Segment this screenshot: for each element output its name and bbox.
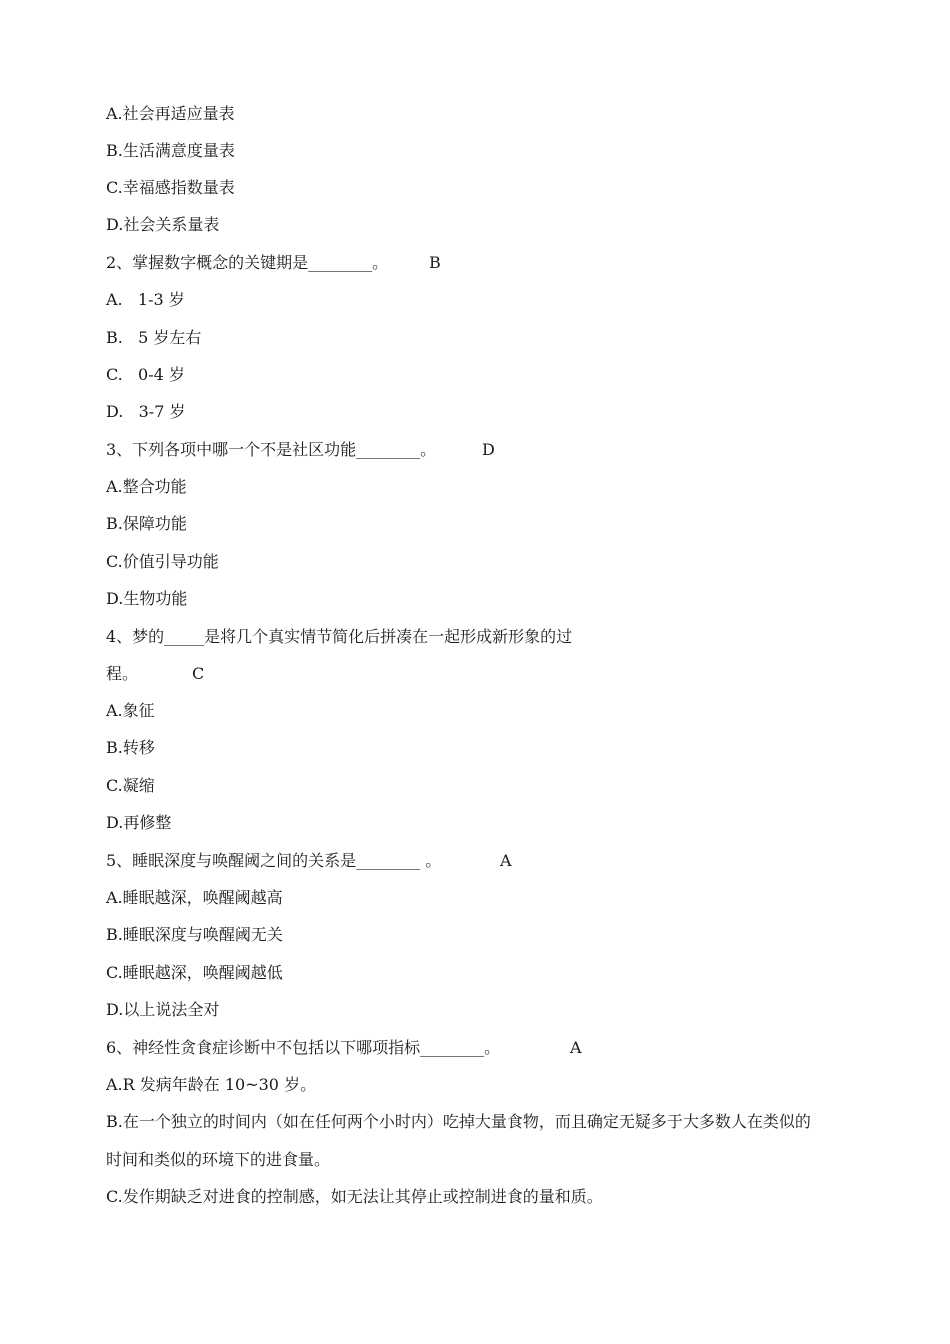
q1-option-c: C.幸福感指数量表 [106,178,235,197]
q3-answer: D [482,440,495,459]
q5-option-c: C.睡眠越深，唤醒阈越低 [106,963,283,982]
q3-option-d: D.生物功能 [106,589,188,608]
q5-option-a: A.睡眠越深，唤醒阈越高 [106,888,283,907]
q1-option-b: B.生活满意度量表 [106,141,235,160]
q3-stem: 3、下列各项中哪一个不是社区功能________。 [106,440,437,459]
q4-option-b: B.转移 [106,738,155,757]
q2-option-c: C. 0-4 岁 [106,365,185,384]
q4-stem-line2: 程。 [106,664,139,683]
q6-option-c: C.发作期缺乏对进食的控制感，如无法让其停止或控制进食的量和质。 [106,1187,603,1206]
q4-answer: C [192,664,205,683]
q2-option-b: B. 5 岁左右 [106,328,202,347]
q2-answer: B [429,253,441,272]
q6-option-b: B.在一个独立的时间内（如在任何两个小时内）吃掉大量食物，而且确定无疑多于大多数人在类似的 [106,1112,811,1131]
q4-option-d: D.再修整 [106,813,172,832]
q3-option-c: C.价值引导功能 [106,552,219,571]
q4-option-c: C.凝缩 [106,776,155,795]
q5-option-d: D.以上说法全对 [106,1000,220,1019]
q6-stem: 6、神经性贪食症诊断中不包括以下哪项指标________。 [106,1038,501,1057]
q1-option-a: A.社会再适应量表 [106,104,235,123]
q1-option-d: D.社会关系量表 [106,215,220,234]
q3-option-a: A.整合功能 [106,477,187,496]
q2-stem: 2、掌握数字概念的关键期是________。 [106,253,389,272]
q6-option-a: A.R 发病年龄在 10~30 岁。 [106,1075,317,1094]
q2-option-d: D. 3-7 岁 [106,402,186,421]
q5-option-b: B.睡眠深度与唤醒阈无关 [106,925,283,944]
q2-option-a: A. 1-3 岁 [106,290,185,309]
q6-answer: A [570,1038,582,1057]
q4-stem-line1: 4、梦的_____是将几个真实情节简化后拼凑在一起形成新形象的过 [106,627,573,646]
q3-option-b: B.保障功能 [106,514,187,533]
q5-answer: A [500,851,512,870]
q4-option-a: A.象征 [106,701,155,720]
q5-stem: 5、睡眠深度与唤醒阈之间的关系是________ 。 [106,851,442,870]
q6-option-b-continued: 时间和类似的环境下的进食量。 [106,1150,331,1169]
